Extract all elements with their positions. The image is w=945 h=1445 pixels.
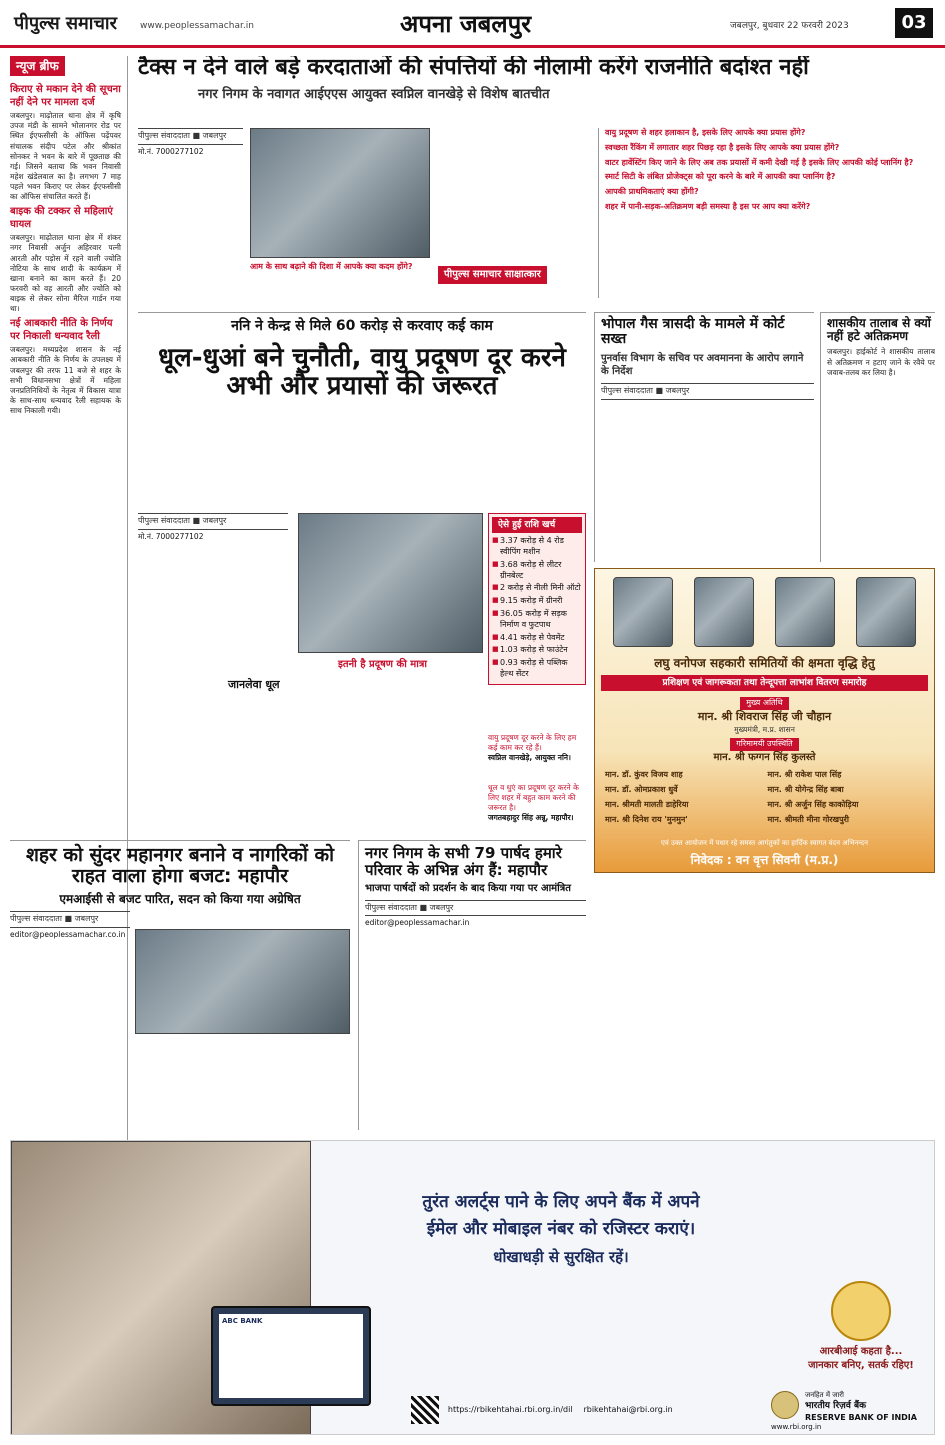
portrait — [775, 577, 835, 647]
spend-item: ■ 3.37 करोड़ से 4 रोड स्वीपिंग मशीन — [492, 535, 582, 559]
quote-author: जगतबहादुर सिंह अन्नू, महापौर। — [488, 813, 574, 823]
quote-box-2 — [488, 783, 586, 824]
mascot-icon — [831, 1281, 891, 1341]
brief-body: जबलपुर। माढ़ोताल थाना क्षेत्र में शंकर नगर निवासी अर्जुन अहिरवार पत्नी आरती और पड़ोस में रहने वाली ज्योति नोटिया के साथ शादी के कार्यक्रम में खाना बनाने का काम करते हैं। 20 फरवरी को वह आरती और ज्योति को बाइक से लेकर सोना मैरिज गार्डन गया था। — [10, 233, 121, 314]
spend-box — [488, 513, 586, 685]
rbi-issuer-block — [771, 1391, 931, 1433]
contact-block — [411, 1396, 673, 1424]
budget-story — [10, 840, 350, 1130]
spend-box-title: ऐसे हुई राशि खर्च — [492, 517, 582, 533]
pollution-mobile: मो.नं. 7000277102 — [138, 531, 204, 541]
parshad-byline: पीपुल्स संवाददाता ■ जबलपुर — [365, 900, 586, 917]
news-brief-tag: न्यूज ब्रीफ — [10, 56, 65, 76]
contact-email[interactable]: rbikehtahai@rbi.org.in — [583, 1404, 673, 1414]
rbi-seal-icon — [771, 1391, 799, 1419]
quote-text: वायु प्रदूषण दूर करने के लिए हम कई काम कर रहे हैं। — [488, 733, 577, 753]
ad-chief-role: मुख्यमंत्री, म.प्र. शासन — [734, 724, 795, 734]
rbi-mascot-block — [801, 1281, 921, 1372]
website-url: www.peoplessamachar.in — [140, 21, 254, 31]
ad-subtitle: प्रशिक्षण एवं जागरूकता तथा तेन्दूपत्ता लाभांश वितरण समारोह — [601, 675, 928, 691]
spend-item: ■ 3.68 करोड़ से लीटर ग्रीनबेल्ट — [492, 559, 582, 583]
qr-code-icon — [411, 1396, 439, 1424]
dust-section-head: जानलेवा धूल — [228, 678, 280, 691]
ad-title: लघु वनोपज सहकारी समितियों की क्षमता वृद्धि हेतु — [654, 656, 875, 670]
top-story-subhead: नगर निगम के नवागत आईएएस आयुक्त स्वप्निल वानखेड़े से विशेष बातचीत — [198, 87, 550, 103]
spend-item: ■ 0.93 करोड़ से पब्लिक हेल्थ सेंटर — [492, 657, 582, 681]
ad-line-3: धोखाधड़ी से सुरक्षित रहें। — [493, 1247, 629, 1266]
parshad-story — [358, 840, 586, 1130]
brief-body: जबलपुर। मध्यप्रदेश शासन के नई आबकारी नीति के निर्णय के उपलक्ष्य में जबलपुर की तरफ 11 बजे से शहर के सभी विधानसभा क्षेत्रों में महिला जनप्रतिनिधियों के नेतृत्व में विकास यात्रा के साथ-साथ धन्यवाद रैली सहायक के साथ निकाली गयी। — [10, 345, 121, 416]
top-story-mobile: मो.नं. 7000277102 — [138, 146, 204, 156]
ad-guest: मान. श्री योगेन्द्र सिंह बाबा — [767, 785, 844, 795]
qa-question: स्मार्ट सिटी के लंबित प्रोजेक्ट्स को पूरा करने के बारे में आपकी क्या प्लानिंग है? — [605, 172, 836, 182]
portrait — [613, 577, 673, 647]
gas-byline: पीपुल्स संवाददाता ■ जबलपुर — [601, 383, 814, 400]
ad-invite: एवं उक्त आयोजन में पधार रहे समस्त आगंतुकों का हार्दिक स्वागत वंदन अभिनन्दन — [661, 838, 868, 847]
ad-message — [351, 1191, 771, 1267]
ad-guest-grid — [595, 764, 934, 831]
ad-guest: मान. श्री राकेश पाल सिंह — [767, 770, 842, 780]
masthead — [0, 0, 945, 48]
ad-footer: निवेदक : वन वृत्त सिवनी (म.प्र.) — [690, 852, 839, 867]
top-story-byline: पीपुल्स संवाददाता ■ जबलपुर — [138, 128, 243, 145]
ad-chief-label: मुख्य अतिथि — [740, 697, 789, 710]
spend-item: ■ 2 करोड़ से नीली मिनी ऑटो — [492, 582, 582, 595]
brief-body: जबलपुर। माढ़ोताल थाना क्षेत्र में कृषि उपज मंडी के सामने भोलानगर रोड पर स्थित ईएफसीसी के ऑफिस पढ़ेंपवर संचालक संदीप पटेल और श्रीकांत सोनकर ने भवन के बारे में पूछताछ की गई। जिसने बताया कि भवन निवासी महेश खंडेलवाल का है। लगभग 7 माह पहले भवन किराए पर लेकर ईएफसीसी का ऑफिस संचालित करते हैं। — [10, 111, 121, 202]
laptop-illustration — [211, 1306, 371, 1406]
ad-guest: मान. श्री अर्जुन सिंह काकोड़िया — [767, 799, 859, 809]
brief-headline: नई आबकारी नीति के निर्णय पर निकाली धन्यवाद रैली — [10, 318, 113, 342]
ad-special-label: गरिमामयी उपस्थिति — [730, 738, 798, 751]
brief-headline: किराए से मकान देने की सूचना नहीं देने पर मामला दर्ज — [10, 84, 121, 108]
spend-list — [492, 535, 582, 681]
pollution-headline: धूल-धुआं बने चुनौती, वायु प्रदूषण दूर करने अभी और प्रयासों की जरूरत — [158, 342, 566, 402]
spend-item: ■ 36.05 करोड़ में सड़क निर्माण व फुटपाथ — [492, 608, 582, 632]
gas-headline: भोपाल गैस त्रासदी के मामले में कोर्ट सख्त — [601, 316, 785, 348]
top-story-headline: टैक्स न देने वाले बड़े करदाताओं की संपत्तियों की नीलामी करेंगे राजनीति बर्दाश्त नहीं — [138, 56, 809, 80]
meeting-photo — [135, 929, 350, 1034]
spend-item: ■ 4.41 करोड़ से पेवमेंट — [492, 632, 582, 645]
qa-question: स्वच्छता रैंकिंग में लगातार शहर पिछड़ रहा है इसके लिए आपके क्या प्रयास होंगे? — [605, 142, 840, 152]
ad-guest: मान. डॉ. ओमप्रकाश धुर्वे — [605, 785, 678, 795]
budget-headline: शहर को सुंदर महानगर बनाने व नागरिकों को राहत वाला होगा बजट: महापौर — [26, 844, 334, 887]
page-number: 03 — [895, 8, 933, 38]
issuer-name-en: RESERVE BANK OF INDIA — [805, 1412, 917, 1422]
portrait — [694, 577, 754, 647]
gas-subhead: पुनर्वास विभाग के सचिव पर अवमानना के आरोप लगाने के निर्देश — [601, 352, 804, 378]
qa-question: वायु प्रदूषण से शहर हलाकान है, इसके लिए आपके क्या प्रयास होंगे? — [605, 128, 806, 137]
budget-subhead: एमआईसी से बजट पारित, सदन को किया गया अग्रेषित — [59, 891, 301, 906]
ad-special-name: मान. श्री फग्गन सिंह कुलस्ते — [713, 751, 816, 763]
newspaper-logo: पीपुल्स समाचार — [14, 13, 117, 34]
pollution-story — [138, 312, 586, 832]
ad-line-2: ईमेल और मोबाइल नंबर को रजिस्टर कराएं। — [426, 1218, 696, 1239]
interview-badge-label: पीपुल्स समाचार साक्षात्कार — [438, 266, 547, 284]
street-photo — [298, 513, 483, 653]
budget-email: editor@peoplessamachar.co.in — [10, 929, 126, 939]
parshad-headline: नगर निगम के सभी 79 पार्षद हमारे परिवार के अभिन्न अंग हैं: महापौर — [365, 844, 562, 879]
ad-portraits — [595, 569, 934, 655]
brief-headline: बाइक की टक्कर से महिलाएं घायल — [10, 206, 113, 230]
issuer-url[interactable]: www.rbi.org.in — [771, 1423, 822, 1432]
qa-question: शहर में पानी-सड़क-अतिक्रमण बड़ी समस्या है इस पर आप क्या करेंगे? — [605, 201, 811, 211]
parshad-email: editor@peoplessamachar.in — [365, 918, 470, 928]
ad-line-1: तुरंत अलर्ट्स पाने के लिए अपने बैंक में अपने — [422, 1192, 700, 1212]
qa-question: वाटर हार्वेस्टिंग किए जाने के लिए अब तक प्रयासों में कमी देखी गई है इसके लिए आपकी कोई प्लानिंग है? — [605, 157, 914, 167]
portrait — [856, 577, 916, 647]
ad-guest: मान. श्रीमती मालती डाहेरिया — [605, 799, 689, 809]
ad-guest: मान. श्री दिनेश राय 'मुनमुन' — [605, 814, 688, 824]
quote-author: स्वप्निल वानखेड़े, आयुक्त ननि। — [488, 753, 571, 763]
spend-item: ■ 9.15 करोड़ में ग्रीनरी — [492, 595, 582, 608]
contact-url[interactable]: https://rbikehtahai.rbi.org.in/dil — [447, 1404, 573, 1414]
pollution-byline: पीपुल्स संवाददाता ■ जबलपुर — [138, 513, 288, 530]
issuer-name-hi: भारतीय रिज़र्व बैंक — [805, 1401, 867, 1412]
spend-item: ■ 1.03 करोड़ से फाउंटेन — [492, 644, 582, 657]
photo-caption: आम के साथ बढ़ाने की दिशा में आपके क्या कदम होंगे? — [250, 262, 413, 271]
rbi-awareness-ad — [10, 1140, 935, 1435]
ad-guest: मान. श्रीमती मीना गोरखपुरी — [767, 814, 849, 824]
pond-story — [820, 312, 935, 562]
parshad-subhead: भाजपा पार्षदों को प्रदर्शन के बाद किया गया पर आमंत्रित — [365, 883, 571, 894]
budget-byline: पीपुल्स संवाददाता ■ जबलपुर — [10, 911, 130, 928]
pond-headline: शासकीय तालाब से क्यों नहीं हटे अतिक्रमण — [827, 316, 931, 344]
pond-body: जबलपुर। हाईकोर्ट ने शासकीय तालाब से अतिक्रमण न हटाए जाने के रवैये पर जवाब-तलब कर लिया है। — [827, 347, 935, 377]
tagline-1: आरबीआई कहता है... — [819, 1346, 903, 1357]
laptop-screen: ABC BANK — [219, 1314, 363, 1398]
tagline-2: जानकार बनिए, सतर्क रहिए! — [808, 1359, 914, 1371]
quote-box-1 — [488, 733, 586, 763]
ad-chief-block — [595, 697, 934, 764]
edition-date: जबलपुर, बुधवार 22 फरवरी 2023 — [730, 21, 849, 31]
issuer-note: जनहित में जारी — [805, 1391, 844, 1399]
forest-produce-ad — [594, 568, 935, 873]
qa-question: आपकी प्राथमिकताएं क्या होंगी? — [605, 187, 699, 197]
commissioner-photo — [250, 128, 430, 258]
top-story — [138, 56, 935, 306]
qa-column — [598, 128, 935, 298]
quote-text: धूल व धुएं का प्रदूषण दूर करने के लिए शहर में बहुत काम करने की जरूरत है। — [488, 783, 579, 813]
index-section-head: इतनी है प्रदूषण की मात्रा — [338, 659, 427, 670]
ad-guest: मान. डॉ. कुंवर विजय शाह — [605, 770, 683, 780]
gas-tragedy-story — [594, 312, 814, 562]
ad-chief-name: मान. श्री शिवराज सिंह जी चौहान — [697, 710, 832, 724]
section-title: अपना जबलपुर — [400, 10, 532, 38]
interview-badge — [438, 266, 547, 284]
pollution-kicker: ननि ने केन्द्र से मिले 60 करोड़ से करवाए कई काम — [231, 318, 493, 334]
